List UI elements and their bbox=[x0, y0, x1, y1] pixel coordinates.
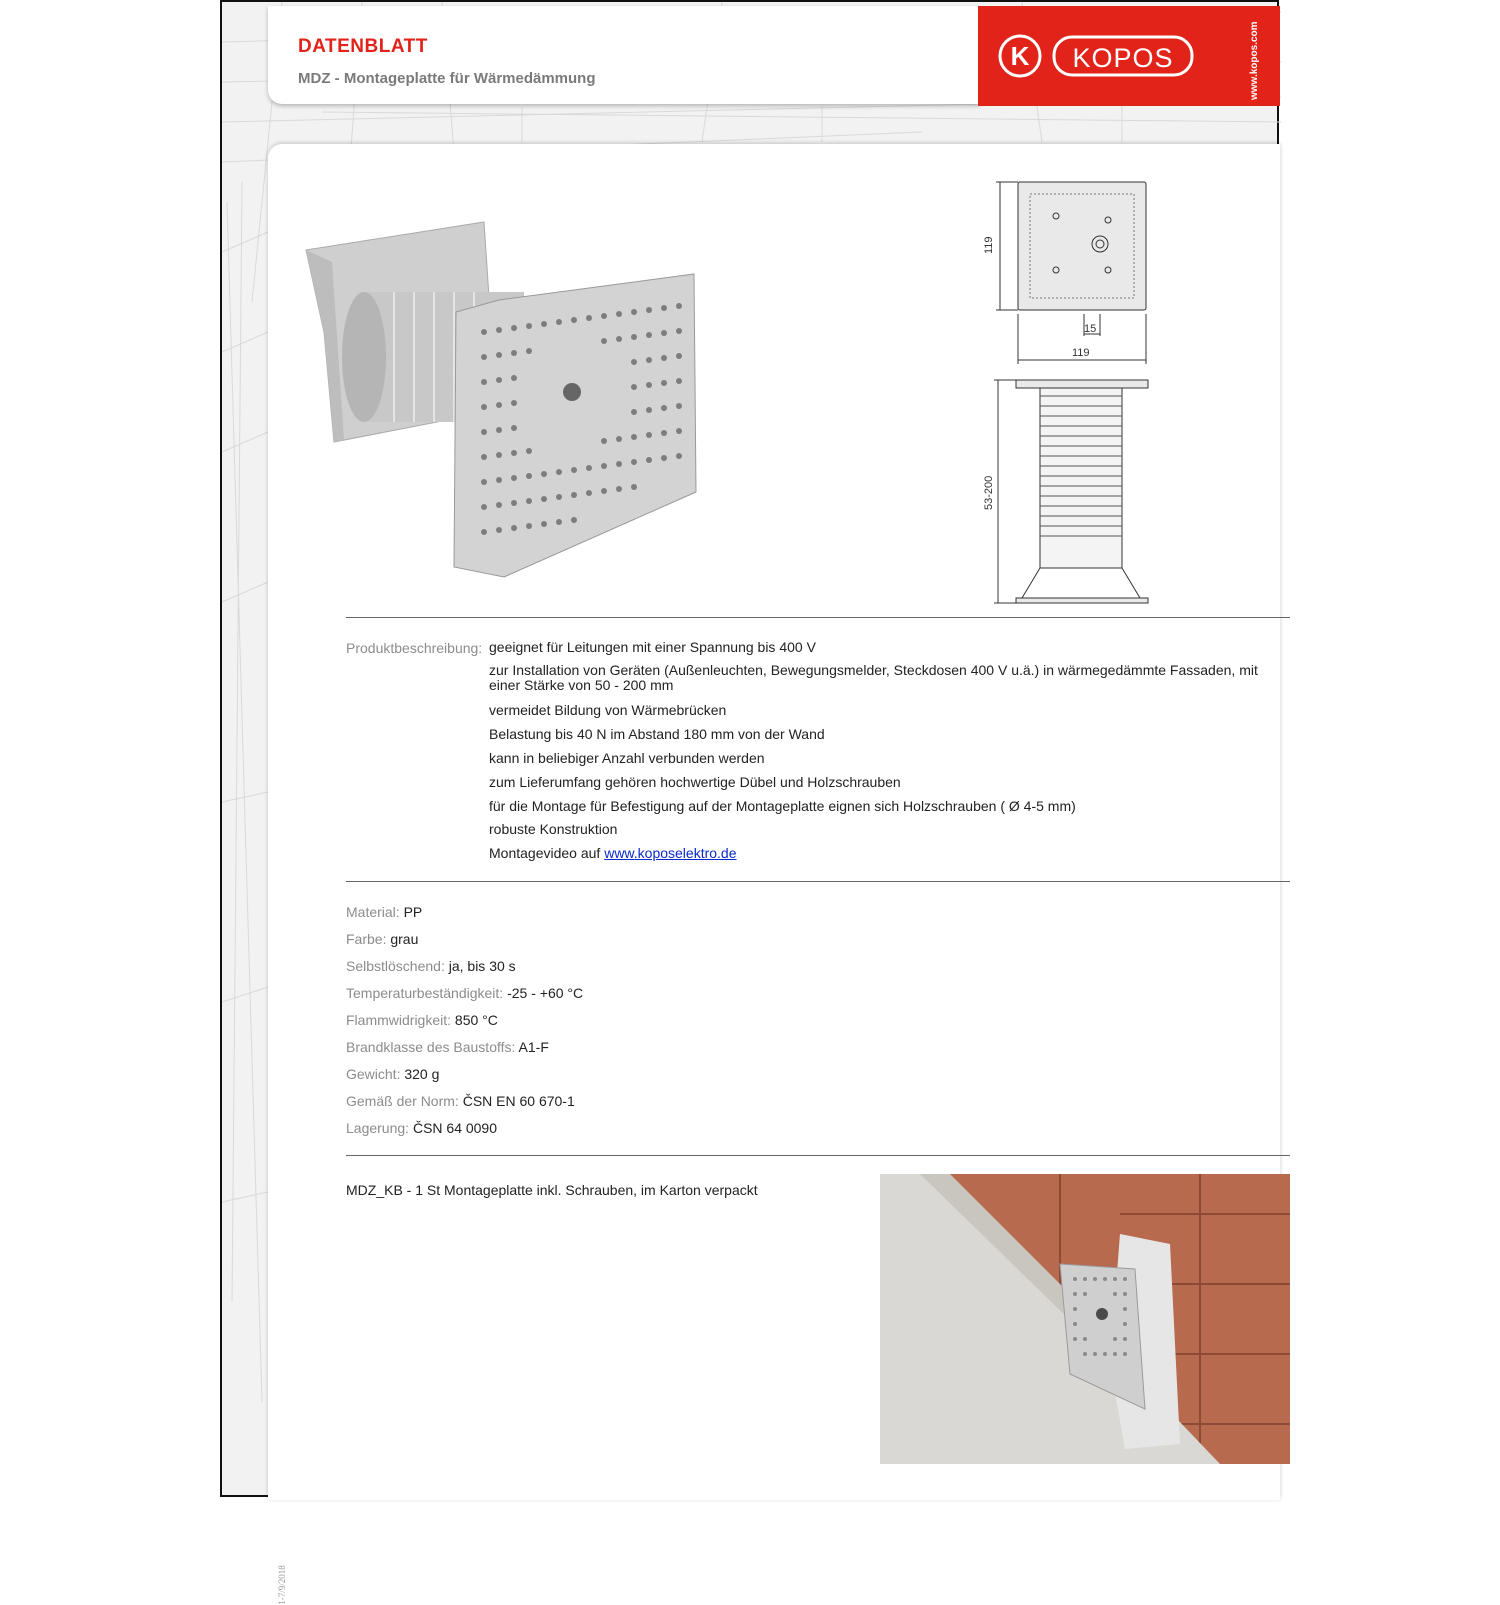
description-item: zum Lieferumfang gehören hochwertige Dübel und Holzschrauben bbox=[489, 774, 901, 790]
spec-key: Brandklasse des Baustoffs: bbox=[346, 1039, 516, 1055]
spec-value: ČSN 64 0090 bbox=[412, 1120, 498, 1136]
description-item: geeignet für Leitungen mit einer Spannung bis 400 V bbox=[489, 639, 816, 655]
spec-key: Gemäß der Norm: bbox=[346, 1093, 459, 1109]
kopos-logo bbox=[978, 6, 1208, 106]
description-item: robuste Konstruktion bbox=[489, 821, 618, 837]
spec-key: Lagerung: bbox=[346, 1120, 410, 1136]
description-item: vermeidet Bildung von Wärmebrücken bbox=[489, 702, 727, 718]
dim-top-height: 119 bbox=[983, 236, 995, 254]
spec-row bbox=[346, 1120, 497, 1136]
website-link[interactable]: www.koposelektro.de bbox=[604, 845, 737, 861]
description-label: Produktbeschreibung: bbox=[346, 640, 483, 656]
spec-value: -25 - +60 °C bbox=[507, 985, 584, 1001]
spec-key: Material: bbox=[346, 904, 400, 920]
spec-value: grau bbox=[390, 931, 419, 947]
spec-row bbox=[346, 1093, 575, 1109]
divider bbox=[346, 881, 1290, 882]
dim-top-width: 119 bbox=[1072, 347, 1090, 359]
spec-key: Selbstlöschend: bbox=[346, 958, 445, 974]
website-text: www.kopos.com bbox=[1249, 21, 1260, 100]
video-prefix: Montagevideo auf bbox=[489, 845, 605, 861]
description-item: Belastung bis 40 N im Abstand 180 mm von der Wand bbox=[489, 726, 825, 742]
header-card bbox=[268, 6, 980, 104]
website-vertical bbox=[1242, 12, 1264, 102]
description-item: kann in beliebiger Anzahl verbunden werden bbox=[489, 750, 765, 766]
brand-logo-box bbox=[978, 6, 1280, 106]
spec-key: Flammwidrigkeit: bbox=[346, 1012, 452, 1028]
divider bbox=[346, 1155, 1290, 1156]
spec-row bbox=[346, 958, 516, 974]
technical-drawing bbox=[968, 174, 1188, 614]
spec-row bbox=[346, 1039, 549, 1055]
spec-key: Gewicht: bbox=[346, 1066, 401, 1082]
video-line bbox=[489, 846, 1289, 861]
spec-row bbox=[346, 1012, 498, 1028]
spec-row bbox=[346, 985, 583, 1001]
spec-value: ČSN EN 60 670-1 bbox=[462, 1093, 575, 1109]
svg-text:K: K bbox=[1010, 41, 1030, 71]
dim-side-height: 53-200 bbox=[983, 475, 995, 510]
spec-value: PP bbox=[403, 904, 423, 920]
spec-value: A1-F bbox=[518, 1039, 549, 1055]
datasheet-page bbox=[220, 0, 1279, 1605]
spec-key: Temperaturbeständigkeit: bbox=[346, 985, 504, 1001]
brand-name: KOPOS bbox=[1072, 43, 1174, 73]
spec-key: Farbe: bbox=[346, 931, 387, 947]
description-item: zur Installation von Geräten (Außenleuchten, Bewegungsmelder, Steckdosen 400 V u.ä.) in wärmegedämmte Fassaden, mit einer Stärke von 50 - 200 mm bbox=[489, 662, 1258, 693]
product-title: MDZ - Montageplatte für Wärmedämmung bbox=[298, 70, 596, 87]
dim-top-offset: 15 bbox=[1084, 323, 1097, 335]
spec-value: 320 g bbox=[404, 1066, 440, 1082]
divider bbox=[346, 617, 1290, 618]
spec-value: ja, bis 30 s bbox=[448, 958, 516, 974]
package-info: MDZ_KB - 1 St Montageplatte inkl. Schrauben, im Karton verpackt bbox=[346, 1182, 758, 1198]
product-image bbox=[304, 222, 704, 582]
description-item: für die Montage für Befestigung auf der Montageplatte eignen sich Holzschrauben ( Ø 4-5 mm) bbox=[489, 798, 1076, 814]
content-card bbox=[268, 144, 1280, 1605]
spec-value: 850 °C bbox=[454, 1012, 498, 1028]
document-type: DATENBLATT bbox=[298, 36, 428, 57]
spec-row bbox=[346, 931, 418, 947]
spec-row bbox=[346, 904, 422, 920]
installation-photo bbox=[880, 1174, 1290, 1464]
date-code: 1-7/9/2018 bbox=[276, 1565, 287, 1605]
spec-row bbox=[346, 1066, 439, 1082]
